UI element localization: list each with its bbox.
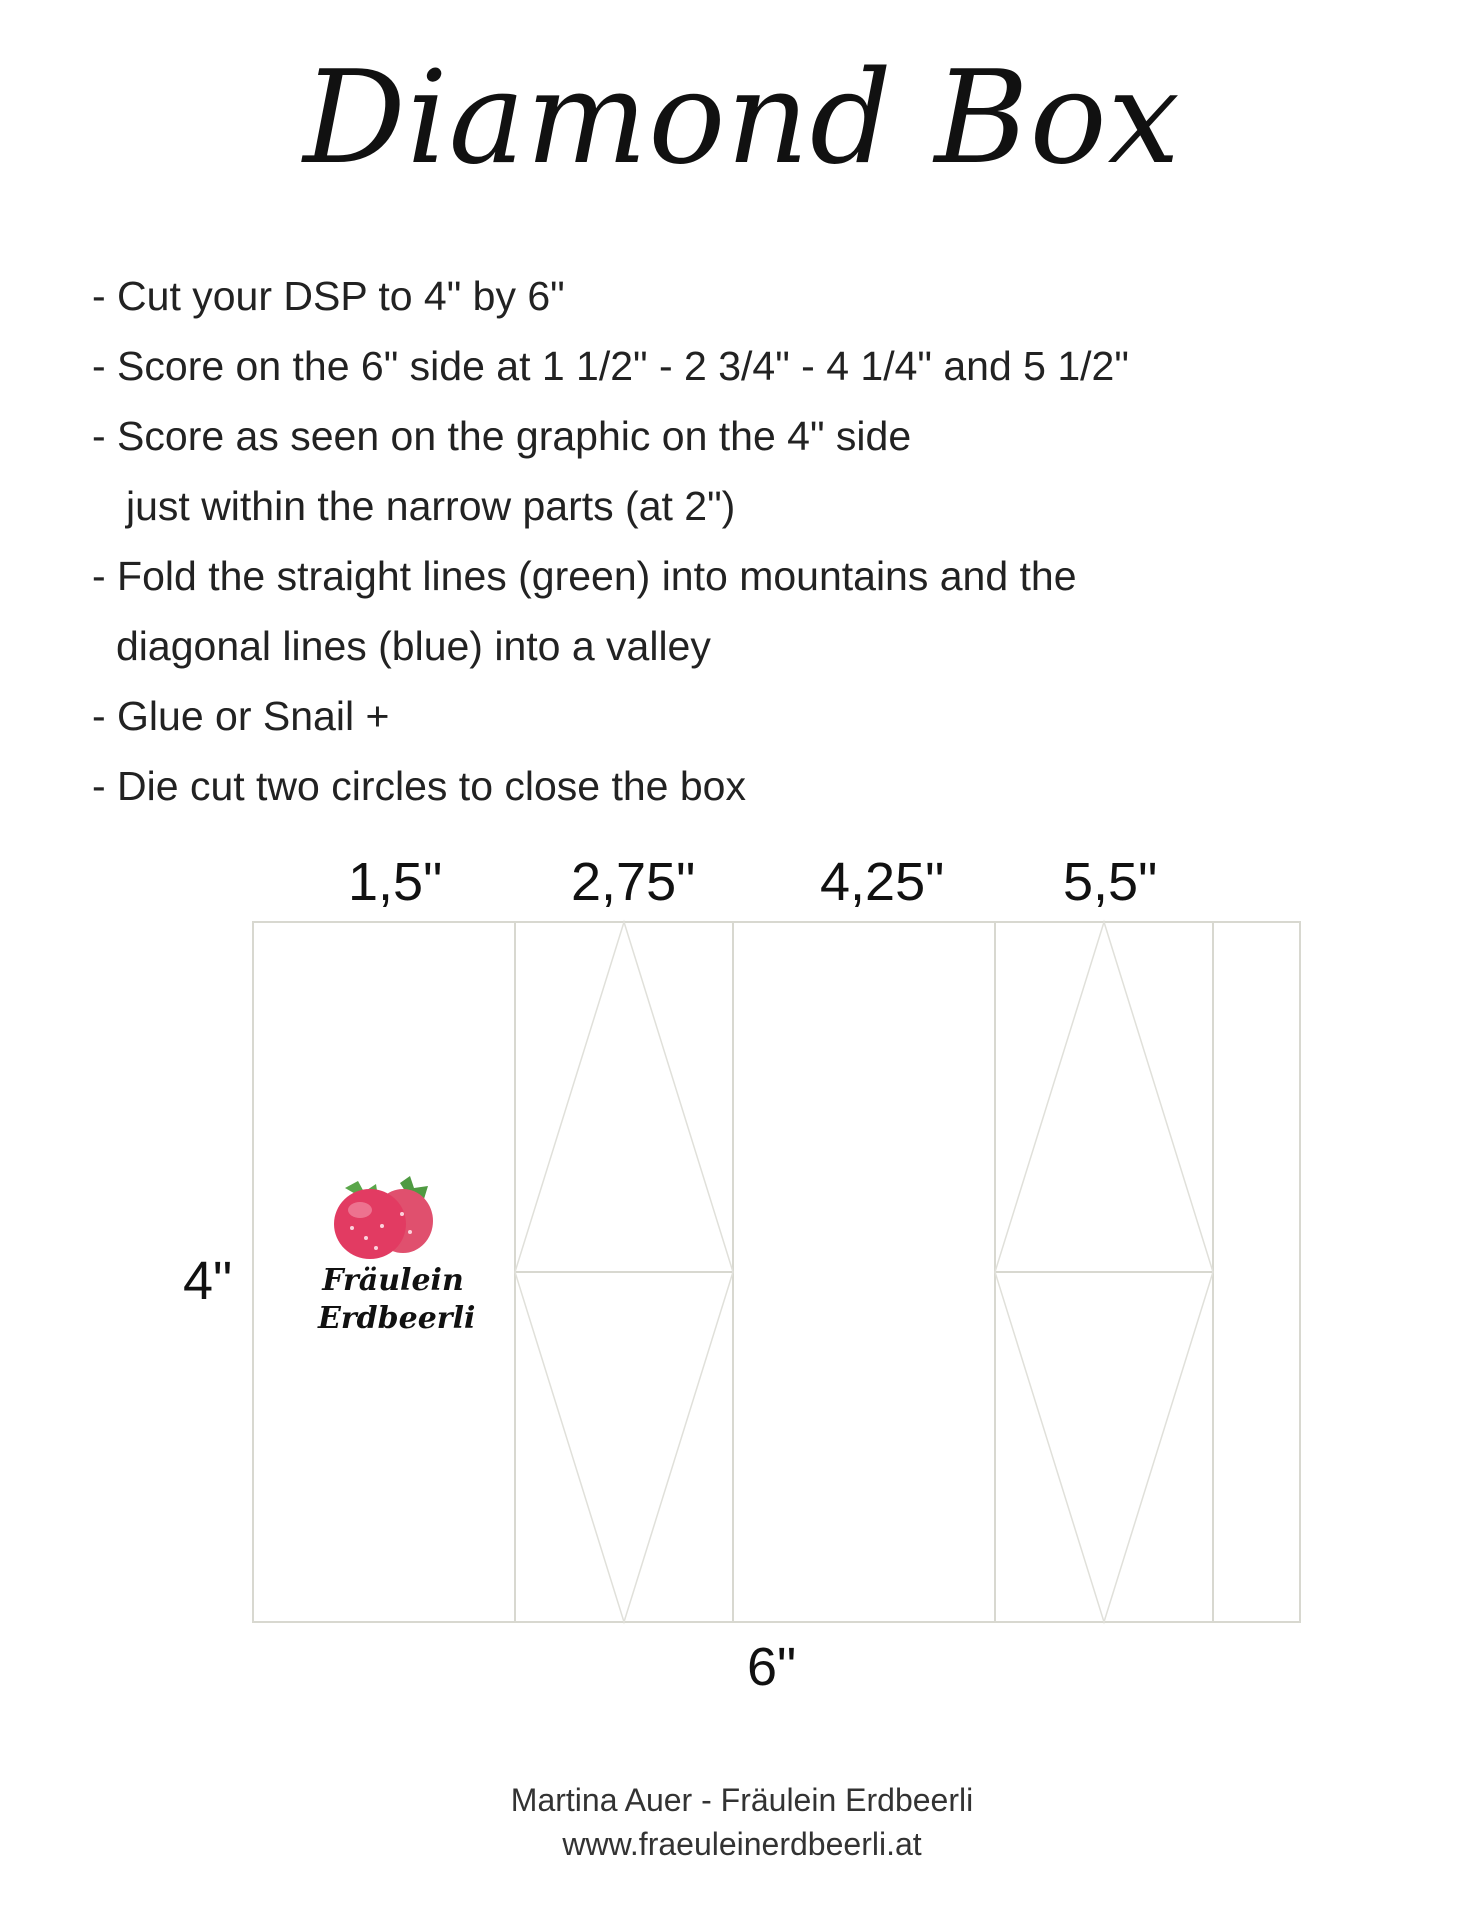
instruction-step: - Score as seen on the graphic on the 4" side	[92, 413, 912, 459]
brand-name-line2: Erdbeerli	[318, 1301, 476, 1336]
instruction-step-continued: just within the narrow parts (at 2")	[126, 483, 736, 529]
instruction-step: - Die cut two circles to close the box	[92, 763, 746, 809]
width-label: 6"	[747, 1637, 797, 1697]
score-label-3: 4,25"	[820, 852, 945, 912]
footer-author: Martina Auer - Fräulein Erdbeerli	[510, 1782, 974, 1818]
footer-website[interactable]: www.fraeuleinerdbeerli.at	[562, 1826, 922, 1862]
page-title: Diamond Box	[303, 44, 1181, 193]
instruction-step: - Cut your DSP to 4" by 6"	[92, 273, 565, 319]
score-label-1: 1,5"	[348, 852, 443, 912]
height-label: 4"	[183, 1251, 233, 1311]
score-label-2: 2,75"	[571, 852, 696, 912]
instruction-step: - Fold the straight lines (green) into mountains and the	[92, 553, 1077, 599]
instruction-step-continued: diagonal lines (blue) into a valley	[116, 623, 711, 669]
instruction-step: - Score on the 6" side at 1 1/2" - 2 3/4" - 4 1/4" and 5 1/2"	[92, 343, 1129, 389]
score-label-4: 5,5"	[1063, 852, 1158, 912]
instruction-step: - Glue or Snail +	[92, 693, 390, 739]
brand-logo	[318, 1168, 476, 1338]
brand-name-line1: Fräulein	[322, 1263, 464, 1298]
